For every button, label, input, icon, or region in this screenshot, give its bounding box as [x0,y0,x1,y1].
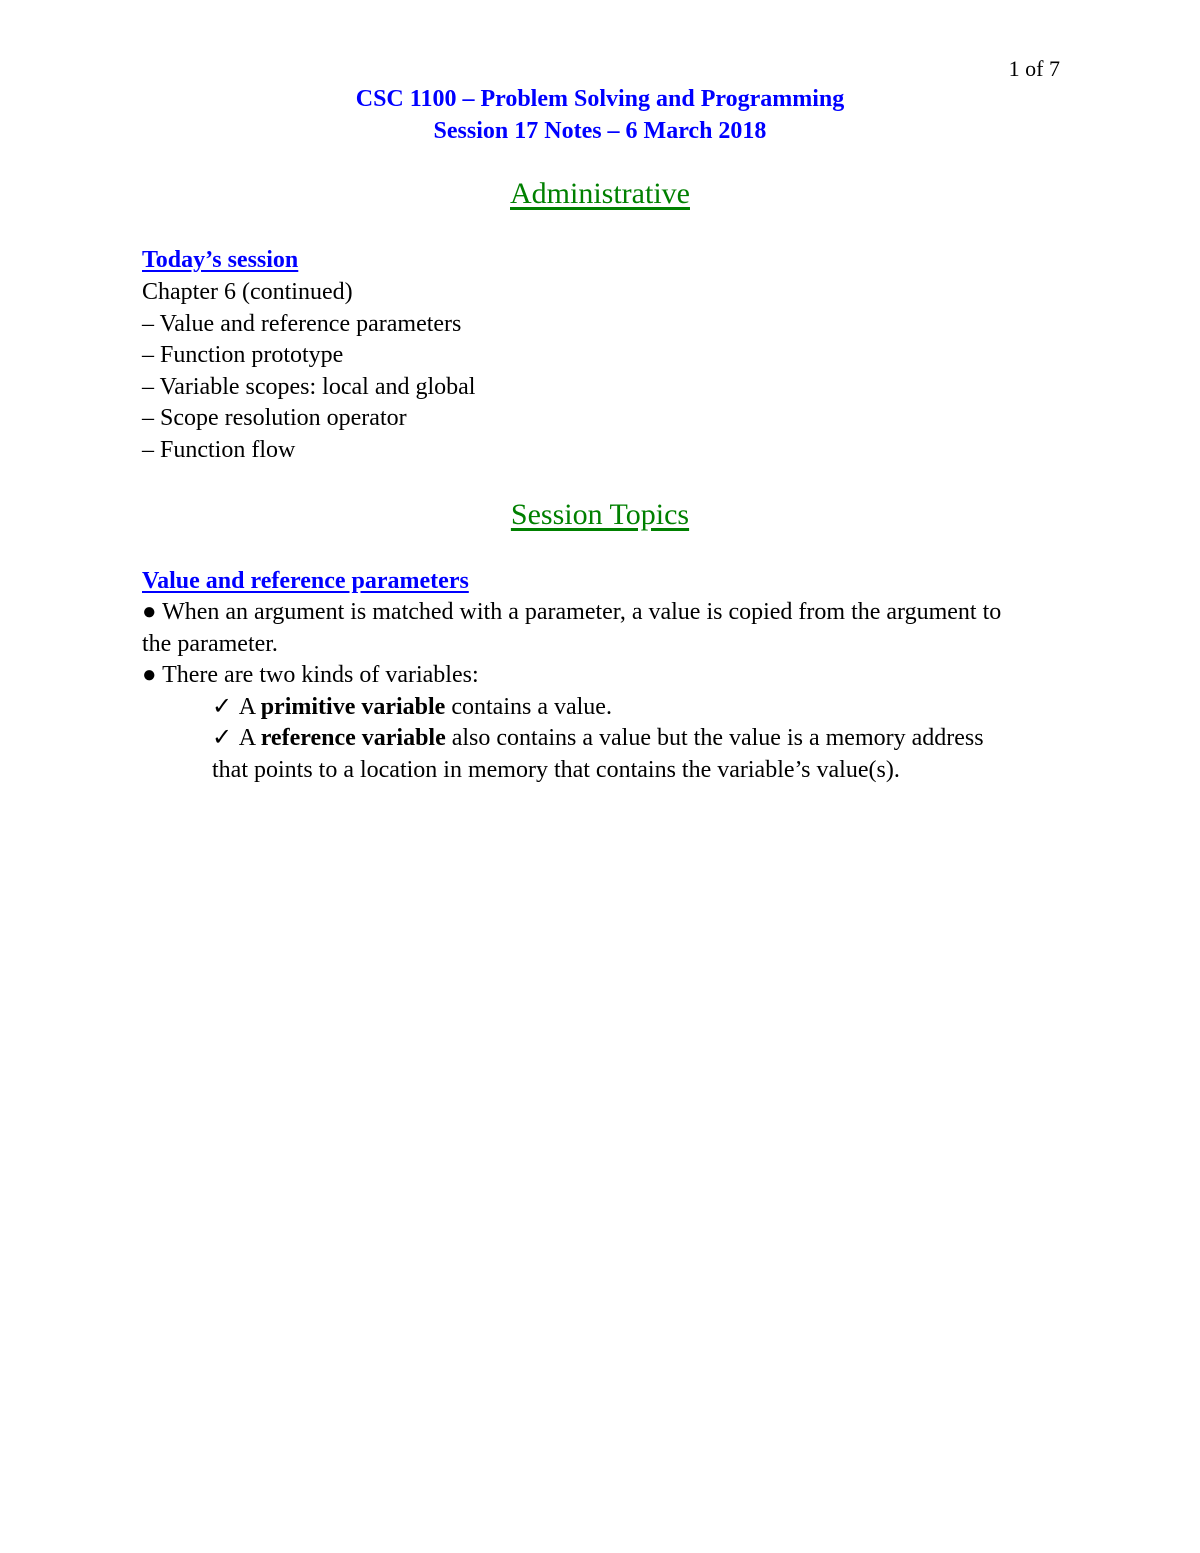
document-header [0,83,1200,147]
checkmark-icon: ✓ [212,693,233,720]
course-title: CSC 1100 – Problem Solving and Programming [355,86,845,112]
administrative-heading: Administrative [510,177,690,210]
session-title: Session 17 Notes – 6 March 2018 [433,118,767,144]
checkmark-icon: ✓ [212,725,233,751]
session-line: – Scope resolution operator [142,405,407,431]
session-line: Chapter 6 (continued) [142,279,353,305]
bullet-text: There are two kinds of variables: [162,662,479,688]
term-primitive-variable: primitive variable [260,693,446,720]
check-item [142,692,1012,724]
session-line: – Variable scopes: local and global [142,373,476,400]
value-reference-content [142,597,1002,786]
bullet-icon: ● [142,599,157,625]
bullet-text: When an argument is matched with a parameter, a value is copied from the argument to the parameter. [142,599,1002,657]
check-text-pre: A [238,693,261,720]
term-reference-variable: reference variable [260,725,446,751]
bullet-item [142,660,1002,692]
value-reference-heading: Value and reference parameters [142,568,469,594]
check-item [142,723,1012,786]
session-line: – Value and reference parameters [142,310,462,337]
session-line: – Function flow [142,436,296,463]
page-number: 1 of 7 [1008,56,1060,81]
bullet-icon: ● [142,662,157,688]
check-text-pre: A [238,725,261,751]
check-text-post: contains a value. [445,693,612,720]
todays-session-heading: Today’s session [142,247,299,273]
session-topics-heading: Session Topics [510,498,690,531]
check-text-post: also contains a value but the value is a memory address that points to a location in memory that contains the variable’s value(s). [212,725,984,783]
bullet-item [142,597,1002,660]
session-line: – Function prototype [142,342,344,368]
todays-session-list [142,277,1042,466]
